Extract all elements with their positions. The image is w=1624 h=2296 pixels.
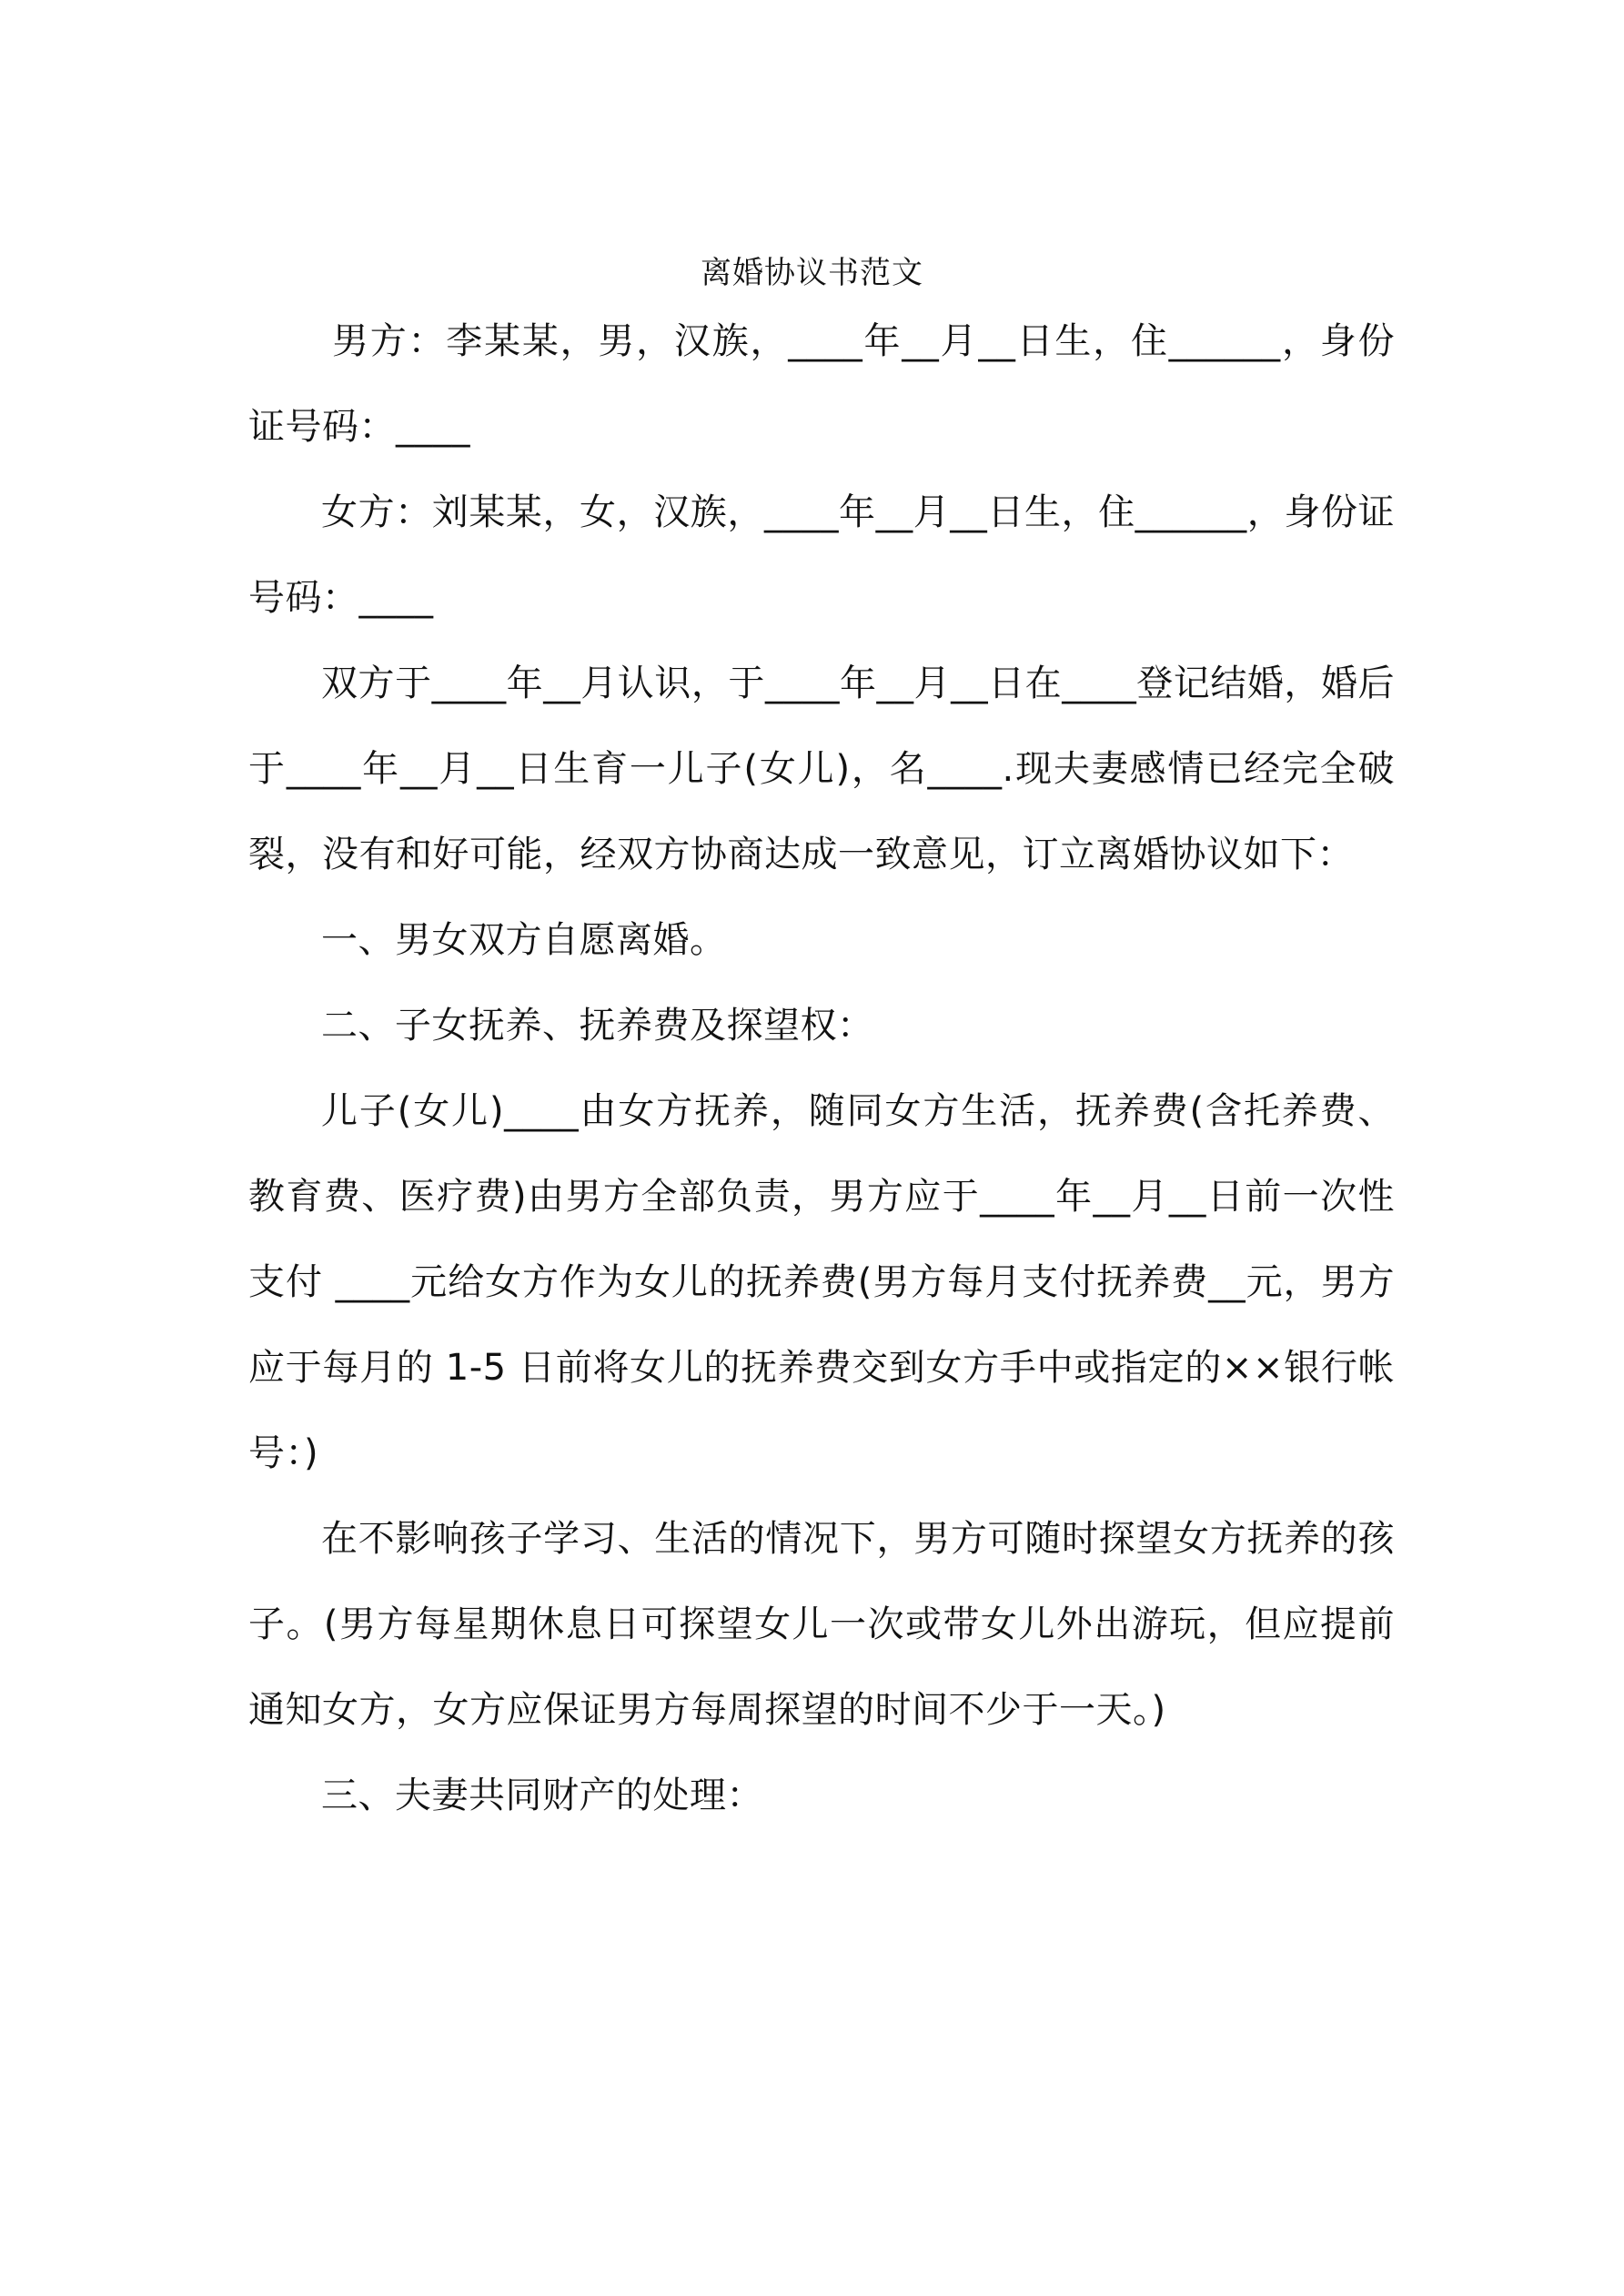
- paragraph-clause-two-heading: 二、子女抚养、抚养费及探望权：: [321, 1005, 874, 1047]
- paragraph-clause-three-heading: 三、夫妻共同财产的处理：: [321, 1775, 763, 1816]
- paragraph-male-party: 男方：李某某，男，汉族，____年__月__日生，住______，身份证号码：____: [248, 320, 1395, 448]
- paragraph-clause-one: 一、男女双方自愿离婚。: [321, 919, 727, 961]
- paragraph-visitation: 在不影响孩子学习、生活的情况下，男方可随时探望女方抚养的孩子。(男方每星期休息日可探望女儿一次或带女儿外出游玩，但应提前通知女方，女方应保证男方每周探望的时间不少于一天。): [248, 1518, 1395, 1731]
- paragraph-female-party: 女方：刘某某，女，汉族，____年__月__日生，住______，身份证号码：____: [248, 491, 1395, 619]
- document-title: 离婚协议书范文: [701, 255, 923, 291]
- document-body: [248, 298, 1395, 1838]
- paragraph-child-support: 儿子(女儿)____由女方抚养，随同女方生活，抚养费(含托养费、教育费、医疗费)由男方全部负责，男方应于____年__月__日前一次性支付 ____元给女方作为女儿的抚养费(男方每月支付抚养费__元，男方应于每月的 1-5 日前将女儿的抚养费交到女方手中或指定的××银行帐号：): [248, 1090, 1395, 1474]
- paragraph-marriage-history: 双方于____年__月认识，于____年__月__日在____登记结婚，婚后于____年__月__日生育一儿子(女儿)，名____.现夫妻感情已经完全破裂，没有和好可能，经双方协商达成一致意见，订立离婚协议如下：: [248, 663, 1395, 875]
